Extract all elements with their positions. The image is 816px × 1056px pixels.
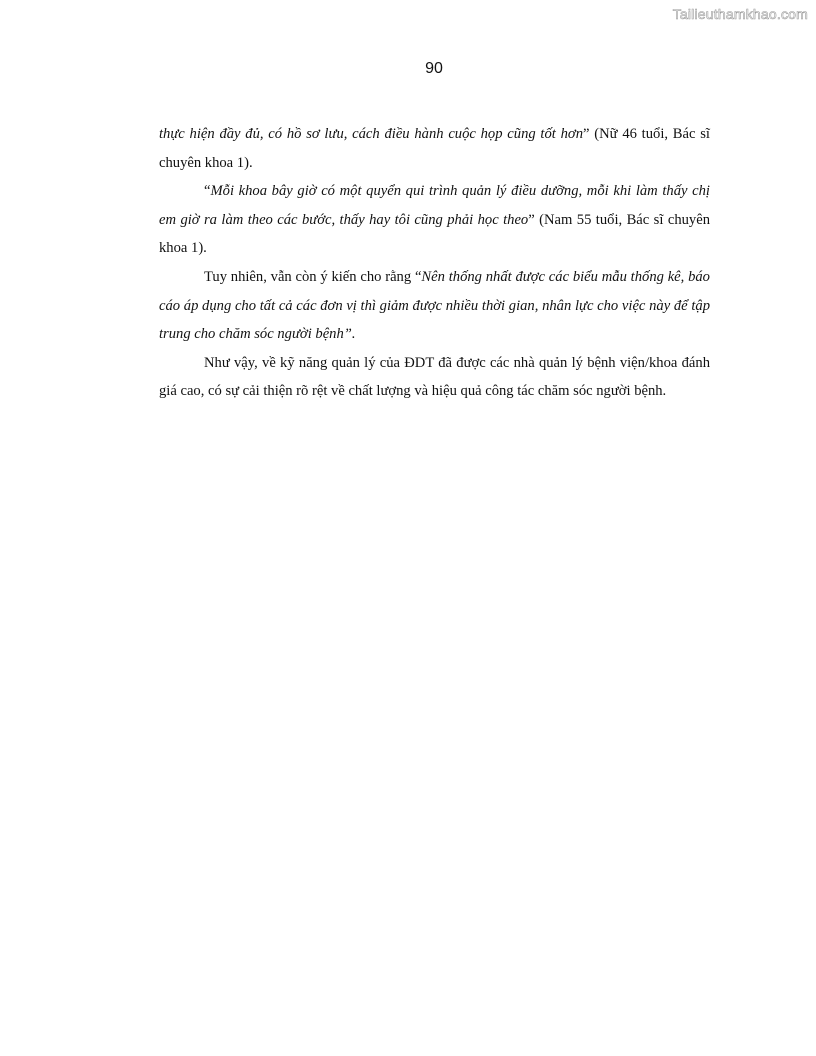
attribution-text: ” (Nam 55 tuổi, Bác sĩ chuyên khoa 1).: [159, 211, 710, 257]
quote-text: thực hiện đầy đủ, có hồ sơ lưu, cách điều hành cuộc họp cũng tốt hơn: [159, 126, 583, 142]
quote-text: Mỗi khoa bây giờ có một quyển qui trình quản lý điều dưỡng, mỗi khi làm thấy chị em giờ ra làm theo các bước, thấy hay tôi cũng phải học theo: [159, 183, 710, 228]
lead-text: Tuy nhiên, vẫn còn ý kiến cho rằng “: [204, 268, 422, 285]
open-quote-mark: “: [204, 183, 211, 200]
page-number: 90: [425, 60, 443, 77]
paragraph-4: [159, 349, 710, 406]
document-body: [159, 120, 710, 406]
attribution-text: ” (Nữ 46 tuổi, Bác sĩ chuyên khoa 1).: [159, 126, 710, 171]
paragraph-3: [159, 263, 710, 349]
quote-text: Nên thống nhất được các biểu mẫu thống kê, báo cáo áp dụng cho tất cả các đơn vị thì giảm được nhiều thời gian, nhân lực cho việc này để tập trung cho chăm sóc người bệnh”.: [159, 268, 710, 343]
paragraph-1: [159, 120, 710, 177]
paragraph-2: [159, 177, 710, 263]
paragraph-text: Như vậy, về kỹ năng quản lý của ĐDT đã được các nhà quản lý bệnh viện/khoa đánh giá cao, có sự cải thiện rõ rệt về chất lượng và hiệu quả công tác chăm sóc người bệnh.: [159, 354, 710, 400]
watermark: Tailieuthamkhao.com: [672, 6, 808, 22]
